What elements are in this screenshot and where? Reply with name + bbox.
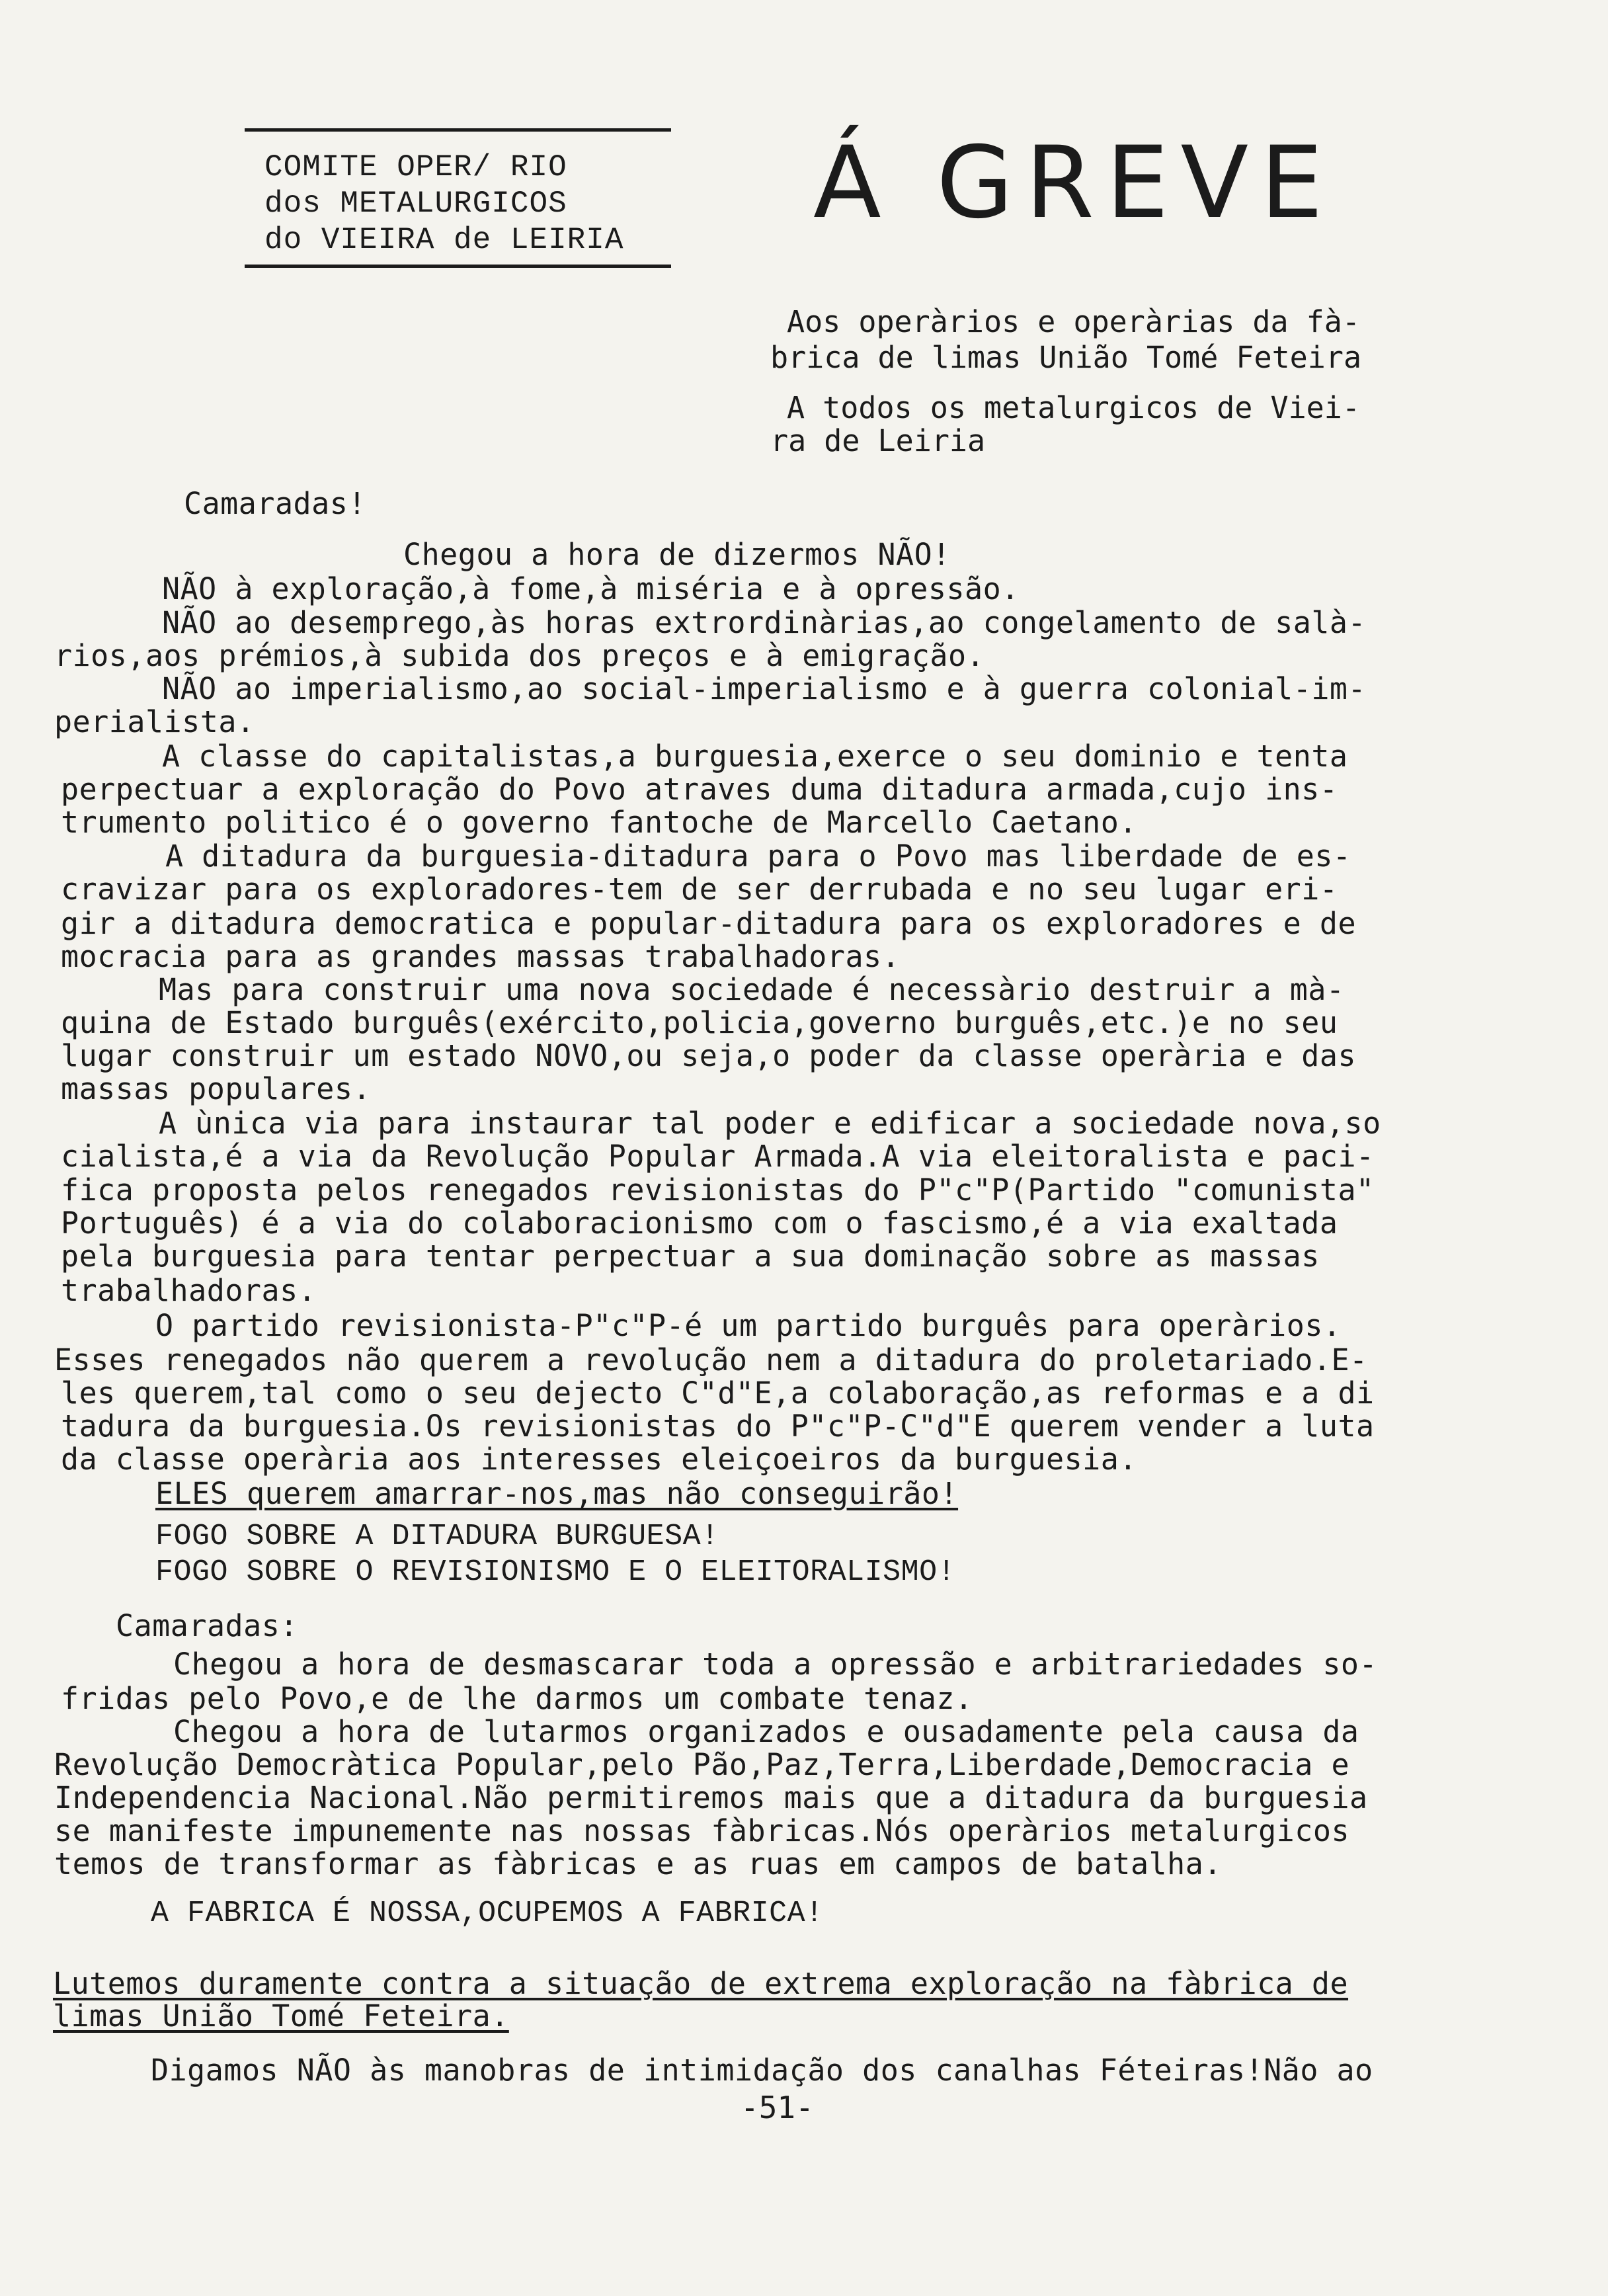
slogan-line: FOGO SOBRE O REVISIONISMO E O ELEITORALISMO! [155, 1555, 956, 1589]
address-line: ra de Leiria [770, 423, 986, 458]
greeting: Camaradas! [184, 486, 366, 521]
text-line: rios,aos prémios,à subida dos preços e à emigração. [54, 638, 985, 673]
text-line: gir a ditadura democratica e popular-ditadura para os exploradores e de [61, 906, 1357, 941]
text-line: quina de Estado burguês(exército,policia,governo burguês,etc.)e no seu [61, 1005, 1338, 1040]
address-line: brica de limas União Tomé Feteira [770, 340, 1362, 375]
header-bottom-rule [245, 265, 671, 268]
header-top-rule [245, 128, 671, 132]
slogan-line: A FABRICA É NOSSA,OCUPEMOS A FABRICA! [151, 1897, 824, 1930]
text-line: A ditadura da burguesia-ditadura para o Povo mas liberdade de es- [165, 839, 1351, 874]
text-line: temos de transformar as fàbricas e as ruas em campos de batalha. [54, 1846, 1222, 1881]
text-line: fridas pelo Povo,e de lhe darmos um combate tenaz. [61, 1681, 973, 1716]
committee-line: do VIEIRA de LEIRIA [264, 223, 624, 257]
text-line: Chegou a hora de lutarmos organizados e ousadamente pela causa da [173, 1714, 1359, 1749]
page-number: -51- [741, 2090, 814, 2125]
underlined-line: ELES querem amarrar-nos,mas não conseguirão! [155, 1476, 959, 1511]
final-line: Digamos NÃO às manobras de intimidação dos canalhas Féteiras!Não ao [151, 2053, 1373, 2088]
text-line: Revolução Democràtica Popular,pelo Pão,Paz,Terra,Liberdade,Democracia e [54, 1747, 1350, 1782]
text-line: Esses renegados não querem a revolução nem a ditadura do proletariado.E- [54, 1342, 1368, 1377]
text-line: da classe operària aos interesses eleiçoeiros da burguesia. [61, 1442, 1137, 1477]
text-line: Independencia Nacional.Não permitiremos mais que a ditadura da burguesia [54, 1780, 1368, 1815]
underlined-line: Lutemos duramente contra a situação de extrema exploração na fàbrica de [53, 1966, 1349, 2001]
slogan-line: FOGO SOBRE A DITADURA BURGUESA! [155, 1520, 719, 1553]
committee-block [264, 149, 624, 259]
text-line: NÃO ao desemprego,às horas extrordinàrias,ao congelamento de salà- [162, 605, 1367, 640]
text-line: cravizar para os exploradores-tem de ser derrubada e no seu lugar eri- [61, 872, 1338, 907]
underlined-line: limas União Tomé Feteira. [53, 1998, 509, 2033]
text-line: perpectuar a exploração do Povo atraves duma ditadura armada,cujo ins- [61, 772, 1338, 807]
text-line: trabalhadoras. [61, 1273, 317, 1308]
text-line: A classe do capitalistas,a burguesia,exerce o seu dominio e tenta [162, 739, 1348, 774]
text-line: perialista. [54, 704, 255, 739]
greeting: Camaradas: [116, 1608, 298, 1643]
committee-line: COMITE OPER/ RIO [264, 150, 567, 184]
address-line: Aos operàrios e operàrias da fà- [787, 304, 1360, 339]
text-line: les querem,tal como o seu dejecto C"d"E,a colaboração,as reformas e a di [61, 1375, 1375, 1411]
text-line: A ùnica via para instaurar tal poder e edificar a sociedade nova,so [159, 1106, 1381, 1141]
text-line: lugar construir um estado NOVO,ou seja,o poder da classe operària e das [61, 1038, 1357, 1073]
text-line: Chegou a hora de dizermos NÃO! [403, 537, 951, 572]
page-title: Á GREVE [813, 126, 1335, 241]
text-line: massas populares. [61, 1071, 372, 1106]
text-line: NÃO ao imperialismo,ao social-imperialismo e à guerra colonial-im- [162, 671, 1367, 706]
text-line: fica proposta pelos renegados revisionistas do P"c"P(Partido "comunista" [61, 1172, 1375, 1208]
text-line: trumento politico é o governo fantoche de Marcello Caetano. [61, 805, 1137, 840]
text-line: Português) é a via do colaboracionismo com o fascismo,é a via exaltada [61, 1206, 1338, 1241]
text-line: cialista,é a via da Revolução Popular Armada.A via eleitoralista e paci- [61, 1139, 1375, 1174]
text-line: pela burguesia para tentar perpectuar a sua dominação sobre as massas [61, 1239, 1320, 1274]
text-line: tadura da burguesia.Os revisionistas do P"c"P-C"d"E querem vender a luta [61, 1409, 1375, 1444]
text-line: Chegou a hora de desmascarar toda a opressão e arbitrariedades so- [173, 1647, 1378, 1682]
text-line: mocracia para as grandes massas trabalhadoras. [61, 939, 901, 974]
text-line: se manifeste impunemente nas nossas fàbricas.Nós operàrios metalurgicos [54, 1813, 1350, 1848]
text-line: Mas para construir uma nova sociedade é necessàrio destruir a mà- [159, 972, 1345, 1007]
committee-line: dos METALURGICOS [264, 186, 567, 221]
address-line: A todos os metalurgicos de Viei- [787, 390, 1360, 425]
text-line: O partido revisionista-P"c"P-é um partido burguês para operàrios. [155, 1308, 1342, 1343]
text-line: NÃO à exploração,à fome,à miséria e à opressão. [162, 571, 1020, 606]
